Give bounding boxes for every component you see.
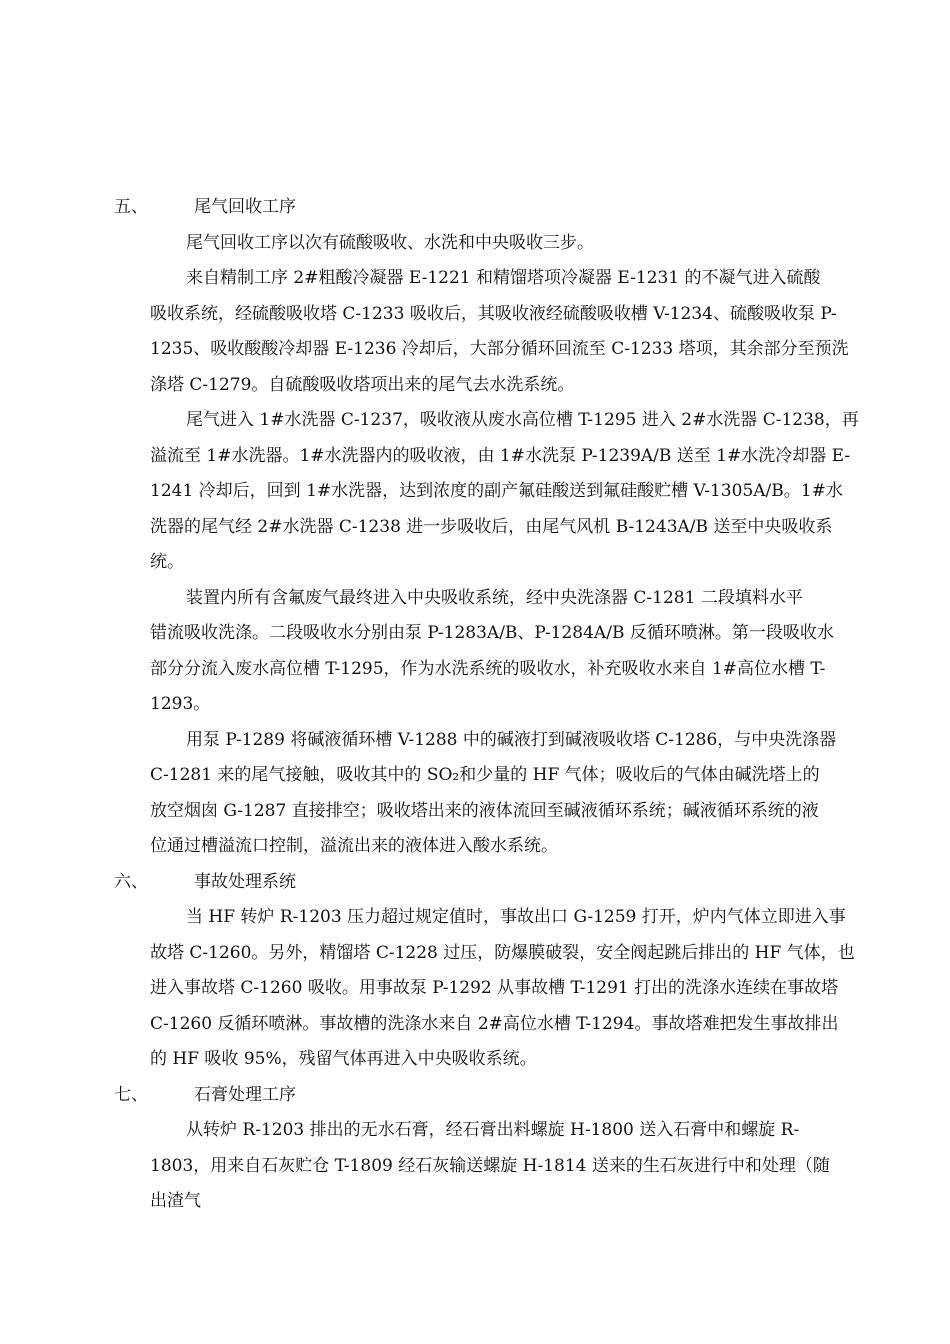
text-line: C-1260 反循环喷淋。事故槽的洗涤水来自 2#高位水槽 T-1294。事故塔难把发生事故排出 bbox=[150, 1013, 839, 1034]
paragraph bbox=[114, 403, 859, 581]
text-line: 溢流至 1#水洗器。1#水洗器内的吸收液，由 1#水洗泵 P-1239A/B 送至 1#水洗冷却器 E- bbox=[150, 445, 851, 466]
section-title: 事故处理系统 bbox=[194, 871, 296, 892]
text-line: 吸收系统，经硫酸吸收塔 C-1233 吸收后，其吸收液经硫酸吸收槽 V-1234、硫酸吸收泵 P- bbox=[150, 303, 837, 324]
text-line: 装置内所有含氟废气最终进入中央吸收系统，经中央洗涤器 C-1281 二段填料水平 bbox=[186, 587, 803, 608]
paragraph bbox=[114, 581, 838, 723]
paragraph bbox=[114, 261, 849, 403]
text-line: 1235、吸收酸酸冷却器 E-1236 冷却后，大部分循环回流至 C-1233 塔项，其余部分至预洗 bbox=[150, 339, 849, 359]
section-number: 六、 bbox=[114, 871, 148, 892]
section-heading-5 bbox=[114, 190, 838, 226]
text-line: 洗器的尾气经 2#水洗器 C-1238 进一步吸收后，由尾气风机 B-1243A/B 送至中央吸收系 bbox=[150, 516, 833, 537]
paragraph bbox=[114, 226, 838, 262]
text-line: 1241 冷却后，回到 1#水洗器，达到浓度的副产氟硅酸送到氟硅酸贮槽 V-1305A/B。1#水 bbox=[150, 481, 843, 501]
text-line: 当 HF 转炉 R-1203 压力超过规定值时，事故出口 G-1259 打开，炉内气体立即进入事 bbox=[186, 907, 846, 927]
text-line: 故塔 C-1260。另外，精馏塔 C-1228 过压，防爆膜破裂，安全阀起跳后排出的 HF 气体，也 bbox=[150, 942, 855, 963]
text-line: 部分分流入废水高位槽 T-1295，作为水洗系统的吸收水，补充吸收水来自 1#高位水槽 T- bbox=[150, 658, 826, 679]
text-line: 的 HF 吸收 95%，残留气体再进入中央吸收系统。 bbox=[150, 1049, 537, 1069]
text-line: 涤塔 C-1279。自硫酸吸收塔项出来的尾气去水洗系统。 bbox=[150, 374, 575, 395]
section-title: 石膏处理工序 bbox=[194, 1084, 296, 1105]
section-title: 尾气回收工序 bbox=[194, 197, 296, 217]
document-body bbox=[114, 190, 859, 1220]
text-line: 放空烟囱 G-1287 直接排空；吸收塔出来的液体流回至碱液循环系统；碱液循环系统的液 bbox=[150, 800, 819, 821]
text-line: 出渣气 bbox=[150, 1191, 201, 1211]
text-line: 位通过槽溢流口控制，溢流出来的液体进入酸水系统。 bbox=[150, 836, 558, 856]
text-line: 1293。 bbox=[150, 694, 211, 714]
text-line: 尾气回收工序以次有硫酸吸收、水洗和中央吸收三步。 bbox=[186, 232, 594, 253]
text-line: 进入事故塔 C-1260 吸收。用事故泵 P-1292 从事故槽 T-1291 打出的洗涤水连续在事故塔 bbox=[150, 978, 839, 998]
text-line: 来自精制工序 2#粗酸冷凝器 E-1221 和精馏塔项冷凝器 E-1231 的不凝气进入硫酸 bbox=[186, 268, 821, 288]
text-line: C-1281 来的尾气接触，吸收其中的 SO₂和少量的 HF 气体；吸收后的气体由碱洗塔上的 bbox=[150, 765, 820, 785]
text-line: 从转炉 R-1203 排出的无水石膏，经石膏出料螺旋 H-1800 送入石膏中和螺旋 R- bbox=[186, 1120, 800, 1140]
text-line: 用泵 P-1289 将碱液循环槽 V-1288 中的碱液打到碱液吸收塔 C-1286，与中央洗涤器 bbox=[186, 729, 837, 750]
text-line: 尾气进入 1#水洗器 C-1237，吸收液从废水高位槽 T-1295 进入 2#水洗器 C-1238，再 bbox=[186, 410, 859, 430]
section-heading-7 bbox=[114, 1078, 838, 1114]
text-line: 1803，用来自石灰贮仓 T-1809 经石灰输送螺旋 H-1814 送来的生石灰进行中和处理（随 bbox=[150, 1155, 830, 1176]
paragraph bbox=[114, 723, 838, 865]
section-heading-6 bbox=[114, 865, 838, 901]
paragraph bbox=[114, 1113, 838, 1220]
section-number: 七、 bbox=[114, 1084, 148, 1105]
text-line: 统。 bbox=[150, 552, 184, 572]
text-line: 错流吸收洗涤。二段吸收水分别由泵 P-1283A/B、P-1284A/B 反循环喷淋。第一段吸收水 bbox=[150, 623, 834, 643]
section-number: 五、 bbox=[114, 197, 148, 217]
paragraph bbox=[114, 900, 855, 1078]
